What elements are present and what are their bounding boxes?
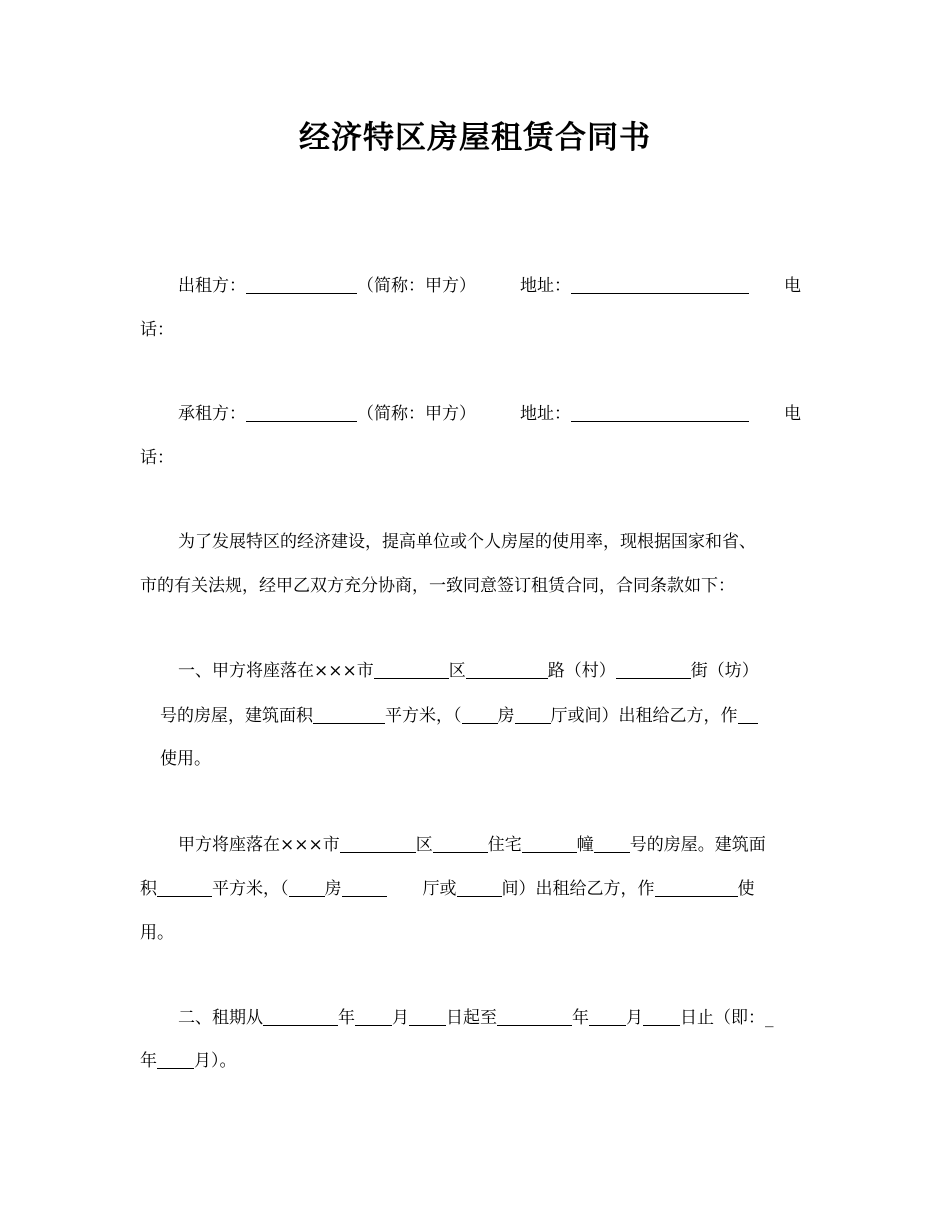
preamble-line-1: 为了发展特区的经济建设，提高单位或个人房屋的使用率，现根据国家和省、 <box>178 532 756 552</box>
lessor-address-label: 地址： <box>520 276 571 296</box>
end-day-blank <box>643 1008 680 1026</box>
clause2-text: 日起至 <box>446 1008 497 1028</box>
start-year-blank <box>263 1008 338 1026</box>
clause2-text: 日止（即：_ <box>680 1008 774 1028</box>
start-month-blank <box>355 1008 392 1026</box>
preamble-line-2: 市的有关法规，经甲乙双方充分协商，一致同意签订租赁合同，合同条款如下： <box>140 576 735 596</box>
lessor-label: 出租方： <box>178 276 246 296</box>
area-blank <box>313 706 385 724</box>
lessor-name-blank <box>246 276 357 294</box>
lessee-address-blank <box>571 404 749 422</box>
clause1-text: 厅或间）出租给乙方，作 <box>550 706 738 726</box>
clause2-text: 年 <box>140 1051 157 1071</box>
clause1b-line-1 <box>178 833 766 857</box>
clause1b-text: 平方米，（ <box>212 879 289 899</box>
district-blank-2 <box>340 835 416 853</box>
lessee-phone-label-2: 话： <box>140 448 174 468</box>
lessee-name-blank <box>246 404 357 422</box>
clause2-line-2 <box>140 1049 237 1073</box>
clause2-text: 月 <box>626 1008 643 1028</box>
document-title: 经济特区房屋租赁合同书 <box>299 120 651 156</box>
clause1b-text: 区 <box>415 835 433 855</box>
clause1-text: 平方米，（ <box>385 706 462 726</box>
lessee-phone-label-1: 电 <box>784 404 801 424</box>
lessor-abbr: （简称：甲方） <box>357 276 476 296</box>
clause1-text: 街（坊） <box>690 661 759 681</box>
clause1b-text: 住宅 <box>487 835 522 855</box>
clause1-line-2 <box>160 704 758 728</box>
clause2-line-1 <box>178 1006 774 1030</box>
clause1b-line-3: 用。 <box>140 923 174 943</box>
clause2-text: 二、租期从 <box>178 1008 263 1028</box>
clause1b-text: 幢 <box>576 835 594 855</box>
end-year-blank <box>497 1008 572 1026</box>
lessor-phone-label-2: 话： <box>140 320 174 340</box>
clause1b-text: 房 <box>324 879 342 899</box>
end-month-blank <box>589 1008 626 1026</box>
district-blank <box>374 661 449 679</box>
clause1b-line-2 <box>140 877 755 901</box>
clause1-text: 路（村） <box>547 661 616 681</box>
lessee-address-label: 地址： <box>520 404 571 424</box>
clause1-line-1 <box>178 659 759 683</box>
lessee-label: 承租方： <box>178 404 246 424</box>
lessor-phone-label-1: 电 <box>784 276 801 296</box>
clause1-text: 号的房屋，建筑面积 <box>160 706 313 726</box>
clause2-text: 月 <box>392 1008 409 1028</box>
halls-blank-2 <box>342 879 387 897</box>
number-blank <box>594 835 630 853</box>
rooms-blank <box>462 706 498 724</box>
clause1-line-3: 使用。 <box>160 749 211 769</box>
lessor-line <box>178 274 749 298</box>
residence-blank <box>433 835 488 853</box>
lessee-abbr: （简称：甲方） <box>357 404 476 424</box>
rooms-count-blank <box>457 879 502 897</box>
use-blank-2 <box>655 879 738 897</box>
clause1-text: 房 <box>497 706 515 726</box>
clause1b-text: 间）出租给乙方，作 <box>501 879 655 899</box>
road-blank <box>466 661 548 679</box>
clause1b-text: 号的房屋。建筑面 <box>629 835 766 855</box>
street-blank <box>616 661 691 679</box>
clause1b-text: 厅或 <box>422 879 457 899</box>
building-blank <box>522 835 577 853</box>
rooms-blank-2 <box>289 879 325 897</box>
clause2-text: 年 <box>338 1008 355 1028</box>
clause1-text: 区 <box>448 661 466 681</box>
lessee-line <box>178 402 749 426</box>
term-month-blank <box>157 1051 194 1069</box>
clause1b-text: 积 <box>140 879 157 899</box>
clause1-text: 一、甲方将座落在×××市 <box>178 661 374 681</box>
clause2-text: 月）。 <box>194 1051 237 1071</box>
use-blank <box>738 706 758 724</box>
clause1b-text: 甲方将座落在×××市 <box>178 835 340 855</box>
clause1b-text: 使 <box>737 879 755 899</box>
start-day-blank <box>409 1008 446 1026</box>
halls-blank <box>515 706 551 724</box>
clause2-text: 年 <box>572 1008 589 1028</box>
lessor-address-blank <box>571 276 749 294</box>
area-blank-2 <box>157 879 212 897</box>
